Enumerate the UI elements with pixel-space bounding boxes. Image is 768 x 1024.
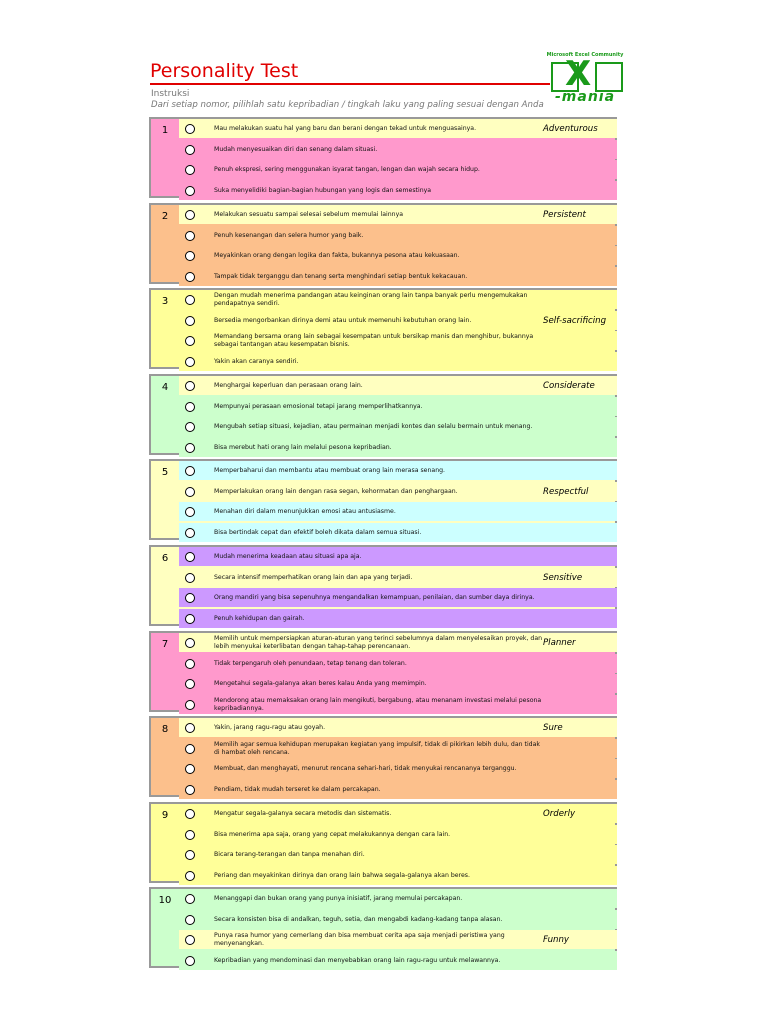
option-text: Mau melakukan suatu hal yang baru dan berani dengan tekad untuk menguasainya.	[214, 124, 477, 132]
question-group	[149, 545, 617, 626]
question-group	[149, 203, 617, 284]
option-radio[interactable]	[185, 165, 195, 175]
option-radio[interactable]	[185, 381, 195, 391]
option-row[interactable]	[179, 547, 617, 566]
option-radio[interactable]	[185, 956, 195, 966]
option-radio[interactable]	[185, 316, 195, 326]
option-row[interactable]	[179, 930, 617, 949]
option-row[interactable]	[179, 482, 617, 501]
trait-label: Planner	[543, 637, 576, 648]
option-radio[interactable]	[185, 679, 195, 689]
trait-label: Funny	[543, 934, 570, 945]
trait-label: Self-sacrificing	[543, 315, 607, 326]
option-row[interactable]	[179, 866, 617, 885]
option-row[interactable]	[179, 654, 617, 673]
option-text: Menahan diri dalam menunjukkan emosi atau antusiasme.	[214, 507, 396, 515]
question-group	[149, 802, 617, 883]
option-radio[interactable]	[185, 764, 195, 774]
option-row[interactable]	[179, 417, 617, 436]
option-text: Memperlakukan orang lain dengan rasa segan, kehormatan dan penghargaan.	[214, 487, 458, 495]
question-number: 4	[161, 382, 169, 393]
option-radio[interactable]	[185, 850, 195, 860]
question-number: 3	[161, 296, 169, 307]
option-radio[interactable]	[185, 251, 195, 261]
option-row[interactable]	[179, 290, 617, 309]
xl-mania-logo	[545, 52, 625, 110]
option-text: Meyakinkan orang dengan logika dan fakta, bukannya pesona atau kekuasaan.	[214, 251, 460, 259]
question-number: 10	[158, 895, 172, 906]
option-text: Tampak tidak terganggu dan tenang serta menghindari setiap bentuk kekacauan.	[214, 272, 468, 280]
option-text: Suka menyelidiki bagian-bagian hubungan yang logis dan semestinya	[214, 186, 432, 194]
logo-box-right	[595, 62, 623, 92]
option-radio[interactable]	[185, 528, 195, 538]
option-text: Menanggapi dan bukan orang yang punya inisiatif, jarang memulai percakapan.	[214, 894, 463, 902]
option-row[interactable]	[179, 780, 617, 799]
option-radio[interactable]	[185, 124, 195, 134]
option-row[interactable]	[179, 181, 617, 200]
option-text: Periang dan meyakinkan dirinya dan orang lain bahwa segala-galanya akan beres.	[214, 871, 470, 879]
logo-top-text: Microsoft Excel Community	[546, 52, 624, 58]
option-text: Mendorong atau memaksakan orang lain mengikuti, bergabung, atau menanam investasi melalui pesona kepribadiannya.	[214, 697, 542, 712]
option-row[interactable]	[179, 739, 617, 758]
option-row[interactable]	[179, 845, 617, 864]
option-radio[interactable]	[185, 614, 195, 624]
option-radio[interactable]	[185, 466, 195, 476]
option-text: Bisa merebut hati orang lain melalui pesona kepribadian.	[214, 443, 392, 451]
option-text: Memperbaharui dan membantu atau membuat orang lain merasa senang.	[214, 466, 446, 474]
option-row[interactable]	[179, 695, 617, 714]
trait-label: Orderly	[543, 808, 576, 819]
trait-label: Respectful	[543, 486, 589, 497]
question-number: 2	[161, 211, 169, 222]
trait-label: Sensitive	[543, 572, 583, 583]
option-radio[interactable]	[185, 744, 195, 754]
trait-label: Considerate	[543, 380, 595, 391]
option-row[interactable]	[179, 376, 617, 395]
option-text: Yakin, jarang ragu-ragu atau goyah.	[214, 723, 326, 731]
option-row[interactable]	[179, 633, 617, 652]
option-text: Secara konsisten bisa di andalkan, teguh, setia, dan mengabdi kadang-kadang tanpa alasan.	[214, 915, 503, 923]
option-row[interactable]	[179, 910, 617, 929]
option-text: Bisa menerima apa saja, orang yang cepat melakukannya dengan cara lain.	[214, 830, 451, 838]
option-row[interactable]	[179, 205, 617, 224]
option-row[interactable]	[179, 226, 617, 245]
option-row[interactable]	[179, 461, 617, 480]
option-text: Memandang bersama orang lain sebagai kesempatan untuk bersikap manis dan menghibur, bukannya sebagai tantangan atau kesempatan bisnis.	[214, 333, 534, 348]
option-radio[interactable]	[185, 785, 195, 795]
question-number: 7	[161, 639, 169, 650]
option-text: Mengubah setiap situasi, kejadian, atau permainan menjadi kontes dan selalu bermain untuk menang.	[214, 422, 533, 430]
option-radio[interactable]	[185, 915, 195, 925]
option-row[interactable]	[179, 267, 617, 286]
option-text: Pendiam, tidak mudah terseret ke dalam percakapan.	[214, 785, 381, 793]
option-row[interactable]	[179, 588, 617, 607]
option-radio[interactable]	[185, 593, 195, 603]
logo-x: X	[565, 54, 592, 94]
option-radio[interactable]	[185, 507, 195, 517]
option-radio[interactable]	[185, 272, 195, 282]
trait-label: Persistent	[543, 209, 586, 220]
option-text: Punya rasa humor yang cemerlang dan bisa membuat cerita apa saja menjadi peristiwa yang menyenangkan.	[214, 932, 505, 947]
option-text: Mudah menyesuaikan diri dan senang dalam situasi.	[214, 145, 378, 153]
option-radio[interactable]	[185, 871, 195, 881]
option-text: Mengatur segala-galanya secara metodis dan sistematis.	[214, 809, 392, 817]
option-radio[interactable]	[185, 295, 195, 305]
option-text: Orang mandiri yang bisa sepenuhnya mengandalkan kemampuan, penilaian, dan sumber daya dirinya.	[214, 593, 535, 601]
option-row[interactable]	[179, 352, 617, 371]
option-text: Menghargai keperluan dan perasaan orang lain.	[214, 381, 363, 389]
option-row[interactable]	[179, 718, 617, 737]
option-radio[interactable]	[185, 186, 195, 196]
option-radio[interactable]	[185, 809, 195, 819]
option-text: Yakin akan caranya sendiri.	[214, 357, 299, 365]
title-underline	[150, 83, 550, 85]
option-row[interactable]	[179, 246, 617, 265]
option-row[interactable]	[179, 889, 617, 908]
option-text: Memilih untuk mempersiapkan aturan-aturan yang terinci sebelumnya dalam menyelesaikan proyek, dan lebih menyukai keterlibatan dengan tahap-tahap perencanaan.	[214, 635, 543, 650]
question-group	[149, 631, 617, 712]
option-text: Mudah menerima keadaan atau situasi apa aja.	[214, 552, 362, 560]
option-radio[interactable]	[185, 638, 195, 648]
option-row[interactable]	[179, 609, 617, 628]
option-text: Melakukan sesuatu sampai selesai sebelum memulai lainnya	[214, 210, 404, 218]
trait-label: Sure	[543, 722, 563, 733]
question-number: 6	[161, 553, 169, 564]
option-radio[interactable]	[185, 935, 195, 945]
option-radio[interactable]	[185, 894, 195, 904]
option-text: Membuat, dan menghayati, menurut rencana sehari-hari, tidak menyukai rencananya terganggu.	[214, 764, 517, 772]
question-number: 8	[161, 724, 169, 735]
option-radio[interactable]	[185, 487, 195, 497]
option-text: Dengan mudah menerima pandangan atau keinginan orang lain tanpa banyak perlu mengemukakan pendapatnya sendiri.	[214, 292, 528, 307]
question-group	[149, 117, 617, 198]
option-row[interactable]	[179, 119, 617, 138]
option-text: Bisa bertindak cepat dan efektif boleh dikata dalam semua situasi.	[214, 528, 422, 536]
question-group	[149, 887, 617, 968]
option-text: Kepribadian yang mendominasi dan menyebabkan orang lain ragu-ragu untuk melawannya.	[214, 956, 501, 964]
option-row[interactable]	[179, 523, 617, 542]
option-row[interactable]	[179, 397, 617, 416]
option-radio[interactable]	[185, 443, 195, 453]
option-text: Penuh kesenangan dan selera humor yang baik.	[214, 231, 364, 239]
option-text: Secara intensif memperhatikan orang lain dan apa yang terjadi.	[214, 573, 413, 581]
question-number: 5	[161, 467, 169, 478]
option-text: Bicara terang-terangan dan tanpa menahan diri.	[214, 850, 365, 858]
question-number: 9	[161, 810, 169, 821]
option-row[interactable]	[179, 568, 617, 587]
page-title: Personality Test	[150, 60, 299, 82]
instructions-text: Dari setiap nomor, pilihlah satu kepribadian / tingkah laku yang paling sesuai dengan Anda	[151, 100, 544, 110]
option-row[interactable]	[179, 438, 617, 457]
question-group	[149, 288, 617, 369]
option-text: Penuh kehidupan dan gairah.	[214, 614, 305, 622]
option-row[interactable]	[179, 951, 617, 970]
option-radio[interactable]	[185, 210, 195, 220]
option-row[interactable]	[179, 804, 617, 823]
option-row[interactable]	[179, 311, 617, 330]
option-radio[interactable]	[185, 402, 195, 412]
option-text: Mempunyai perasaan emosional tetapi jarang memperlihatkannya.	[214, 402, 423, 410]
question-group	[149, 374, 617, 455]
option-radio[interactable]	[185, 659, 195, 669]
question-number: 1	[161, 125, 169, 136]
option-row[interactable]	[179, 140, 617, 159]
option-text: Bersedia mengorbankan dirinya demi atau untuk memenuhi kebutuhan orang lain.	[214, 316, 472, 324]
trait-label: Adventurous	[543, 123, 598, 134]
option-radio[interactable]	[185, 422, 195, 432]
option-row[interactable]	[179, 331, 617, 350]
instructions-heading: Instruksi	[151, 89, 190, 99]
option-radio[interactable]	[185, 357, 195, 367]
option-row[interactable]	[179, 759, 617, 778]
question-group	[149, 459, 617, 540]
option-radio[interactable]	[185, 336, 195, 346]
option-row[interactable]	[179, 825, 617, 844]
option-text: Penuh ekspresi, sering menggunakan isyarat tangan, lengan dan wajah secara hidup.	[214, 165, 480, 173]
option-row[interactable]	[179, 160, 617, 179]
option-row[interactable]	[179, 674, 617, 693]
option-radio[interactable]	[185, 552, 195, 562]
option-radio[interactable]	[185, 231, 195, 241]
option-radio[interactable]	[185, 830, 195, 840]
option-radio[interactable]	[185, 723, 195, 733]
logo-bottom-text: -mania	[554, 89, 616, 105]
option-radio[interactable]	[185, 700, 195, 710]
option-radio[interactable]	[185, 573, 195, 583]
option-text: Mengetahui segala-galanya akan beres kalau Anda yang memimpin.	[214, 679, 427, 687]
option-row[interactable]	[179, 502, 617, 521]
option-radio[interactable]	[185, 145, 195, 155]
option-text: Memilih agar semua kehidupan merupakan kegiatan yang impulsif, tidak di pikirkan lebih dulu, dan tidak di hambat oleh rencana.	[214, 741, 540, 756]
question-group	[149, 716, 617, 797]
option-text: Tidak terpengaruh oleh penundaan, tetap tenang dan toleran.	[214, 659, 407, 667]
